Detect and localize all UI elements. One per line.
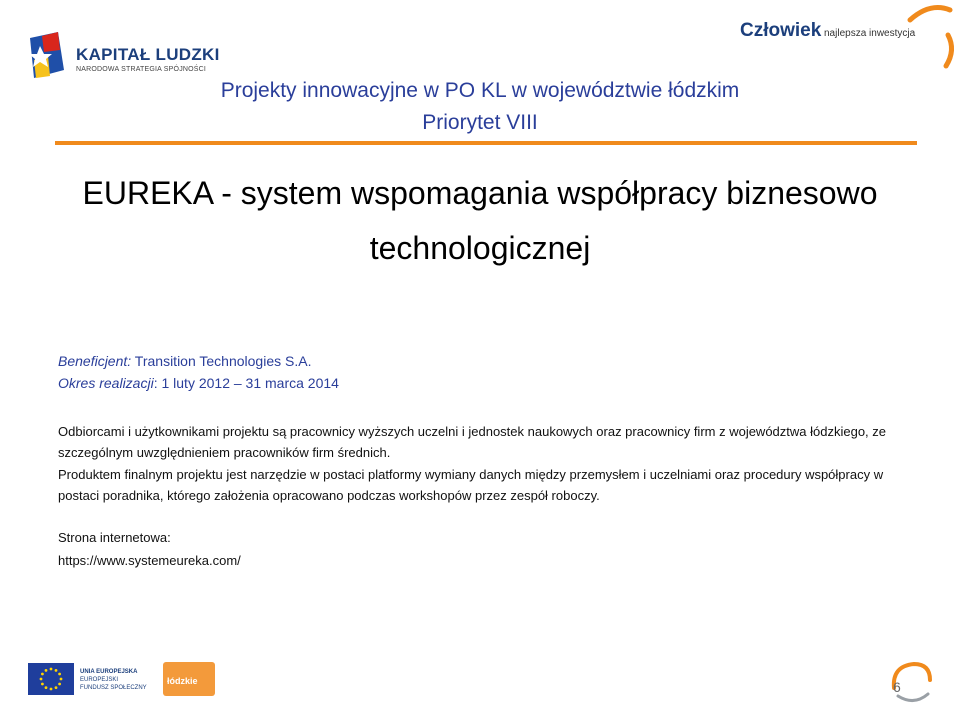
kapital-ludzki-subtitle: NARODOWA STRATEGIA SPÓJNOŚCI: [76, 66, 207, 73]
eu-caption-line-1: UNIA EUROPEJSKA: [80, 669, 138, 675]
website-label: Strona internetowa:: [58, 530, 171, 545]
beneficiary-label: Beneficjent:: [58, 353, 132, 369]
beneficiary-line: [58, 353, 311, 369]
eu-flag-icon: [28, 663, 74, 695]
header-subtitle: Priorytet VIII: [422, 111, 538, 134]
period-line: [58, 375, 339, 391]
header-title: Projekty innowacyjne w PO KL w województwie łódzkim: [220, 79, 740, 102]
lodzkie-logo: [163, 662, 215, 696]
eu-caption-line-2: EUROPEJSKI: [80, 677, 119, 683]
main-title-line-1: EUREKA - system wspomagania współpracy biznesowo: [82, 175, 878, 211]
header-divider: [55, 141, 917, 145]
period-label: Okres realizacji: [58, 375, 154, 391]
lodzkie-label: łódzkie: [167, 676, 198, 686]
eu-caption-line-3: FUNDUSZ SPOŁECZNY: [80, 685, 147, 691]
czlowiek-tagline: najlepsza inwestycja: [824, 28, 916, 39]
website-link[interactable]: https://www.systemeureka.com/: [58, 553, 241, 568]
period-value: : 1 luty 2012 – 31 marca 2014: [153, 375, 339, 391]
czlowiek-wordmark: Człowiek: [740, 20, 822, 41]
kapital-ludzki-emblem-icon: [28, 30, 68, 80]
product-paragraph: Produktem finalnym projektu jest narzędzie w postaci platformy wymiany danych między przemysłem i uczelniami oraz procedury współpracy w postaci poradnika, którego założenia opracowano podczas workshopów przez zespół roboczy.: [58, 467, 884, 503]
beneficiary-value: Transition Technologies S.A.: [131, 353, 312, 369]
kapital-ludzki-title: KAPITAŁ LUDZKI: [76, 45, 220, 64]
footer-swirl-icon: [880, 650, 940, 710]
corner-swirl-icon: [890, 0, 960, 70]
eu-caption: [80, 668, 170, 692]
audience-paragraph: Odbiorcami i użytkownikami projektu są pracownicy wyższych uczelni i jednostek naukowych oraz pracownicy firm z województwa łódzkiego, ze szczególnym uwzględnieniem pracowników firm średnich.: [58, 424, 887, 460]
slide-number: 6: [893, 679, 901, 695]
main-title-line-2: technologicznej: [369, 230, 591, 266]
